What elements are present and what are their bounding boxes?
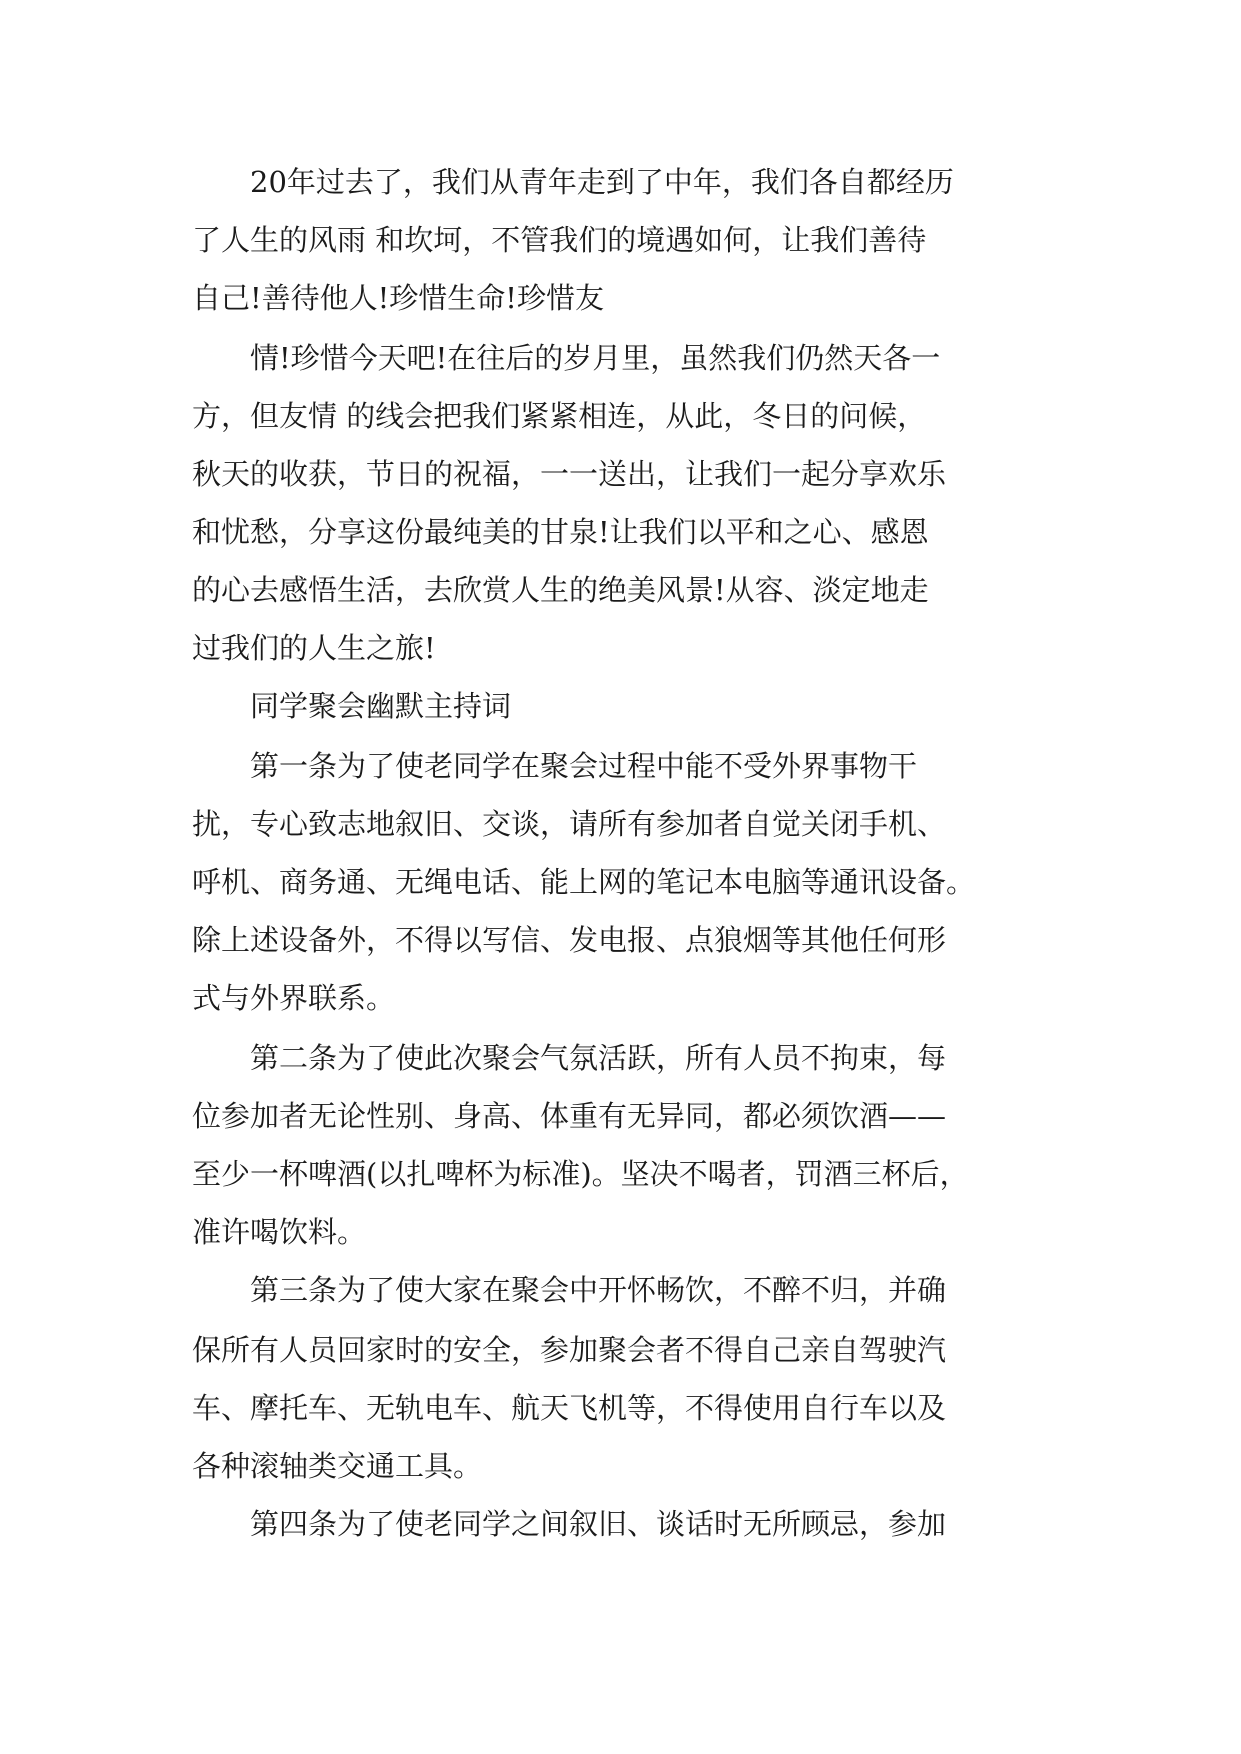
text-line: 除上述设备外，不得以写信、发电报、点狼烟等其他任何形 — [192, 923, 947, 957]
text-line: 过我们的人生之旅! — [192, 631, 436, 665]
text-line: 第四条为了使老同学之间叙旧、谈话时无所顾忌，参加 — [192, 1507, 947, 1541]
text-line: 的心去感悟生活，去欣赏人生的绝美风景!从容、淡定地走 — [192, 573, 929, 607]
text-line: 各种滚轴类交通工具。 — [192, 1449, 483, 1483]
text-line: 式与外界联系。 — [192, 981, 396, 1015]
text-line: 自己!善待他人!珍惜生命!珍惜友 — [192, 281, 604, 315]
text-line: 和忧愁，分享这份最纯美的甘泉!让我们以平和之心、感恩 — [192, 515, 929, 549]
text-line: 位参加者无论性别、身高、体重有无异同，都必须饮酒—— — [192, 1099, 947, 1133]
text-line: 车、摩托车、无轨电车、航天飞机等，不得使用自行车以及 — [192, 1391, 947, 1425]
text-line: 秋天的收获，节日的祝福，一一送出，让我们一起分享欢乐 — [192, 457, 947, 491]
text-line: 第二条为了使此次聚会气氛活跃，所有人员不拘束，每 — [192, 1041, 947, 1075]
text-line: 准许喝饮料。 — [192, 1215, 367, 1249]
text-line: 扰，专心致志地叙旧、交谈，请所有参加者自觉关闭手机、 — [192, 807, 947, 841]
text-line: 第三条为了使大家在聚会中开怀畅饮，不醉不归，并确 — [192, 1273, 947, 1307]
section-title: 同学聚会幽默主持词 — [192, 689, 512, 723]
text-line: 呼机、商务通、无绳电话、能上网的笔记本电脑等通讯设备。 — [192, 865, 976, 899]
text-line: 了人生的风雨 和坎坷，不管我们的境遇如何，让我们善待 — [192, 223, 927, 257]
text-line: 第一条为了使老同学在聚会过程中能不受外界事物干 — [192, 749, 918, 783]
text-line: 情!珍惜今天吧!在往后的岁月里，虽然我们仍然天各一 — [192, 341, 941, 375]
text-line: 至少一杯啤酒(以扎啤杯为标准)。坚决不喝者，罚酒三杯后， — [192, 1157, 969, 1191]
text-line: 保所有人员回家时的安全，参加聚会者不得自己亲自驾驶汽 — [192, 1333, 947, 1367]
text-line: 方，但友情 的线会把我们紧紧相连，从此，冬日的问候， — [192, 399, 927, 433]
text-line: 20年过去了，我们从青年走到了中年，我们各自都经历 — [192, 165, 954, 199]
